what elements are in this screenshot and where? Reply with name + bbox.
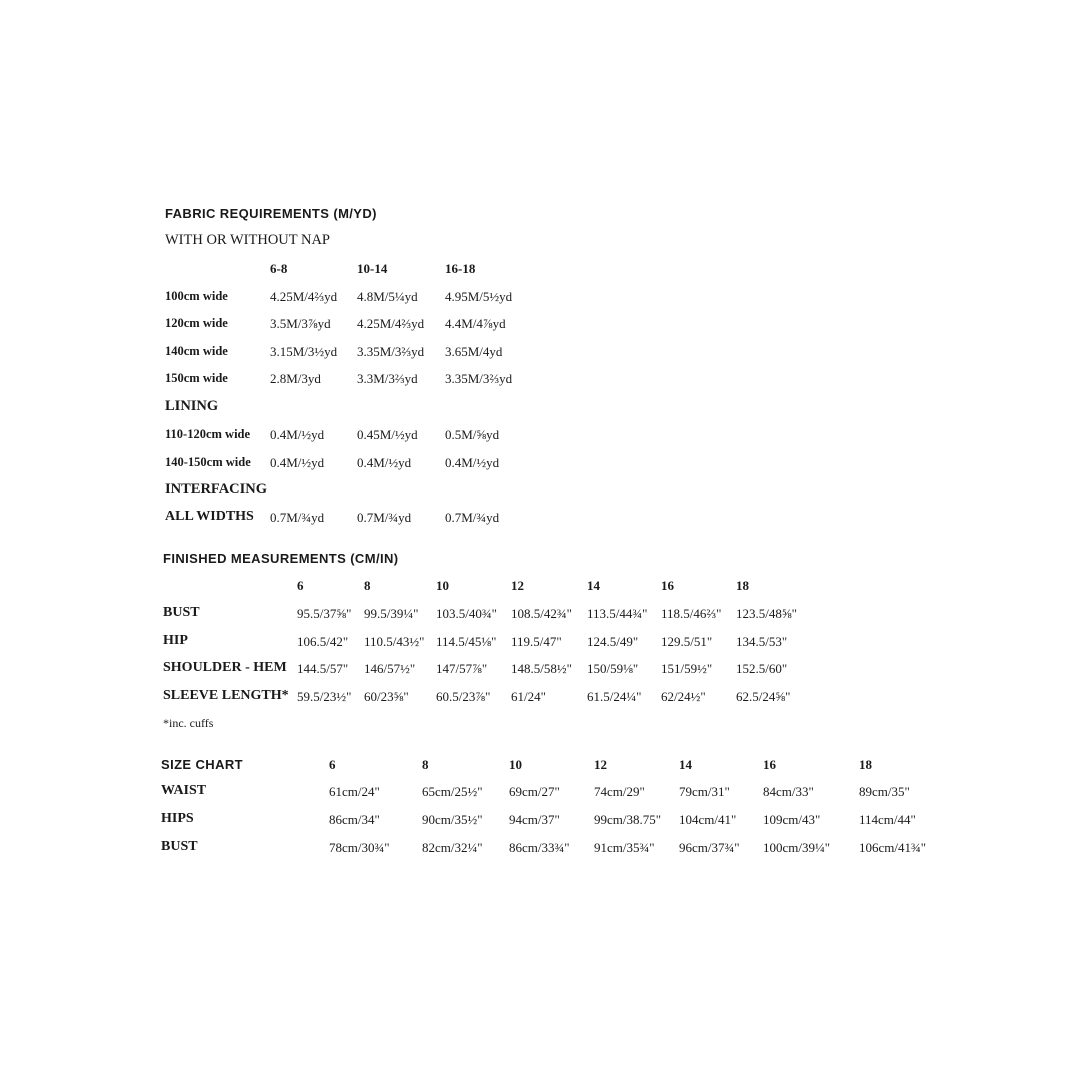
fabric-cell: 4.25M/4⅔yd bbox=[357, 316, 425, 331]
finished-cell: 108.5/42¾" bbox=[511, 606, 572, 621]
fabric-cell: 3.65M/4yd bbox=[445, 344, 503, 359]
size-cell: 114cm/44" bbox=[859, 812, 916, 827]
lining-cell: 0.45M/½yd bbox=[357, 427, 418, 442]
finished-column-header: 12 bbox=[511, 578, 524, 593]
finished-cell: 134.5/53" bbox=[736, 634, 788, 649]
fabric-column-header: 16-18 bbox=[445, 261, 476, 276]
finished-cell: 123.5/48⅝" bbox=[736, 606, 797, 621]
size-cell: 69cm/27" bbox=[509, 784, 560, 799]
lining-cell: 0.4M/½yd bbox=[270, 455, 325, 470]
finished-cell: 150/59⅛" bbox=[587, 661, 639, 676]
finished-cell: 110.5/43½" bbox=[364, 634, 425, 649]
fabric-row-label: 120cm wide bbox=[165, 316, 228, 330]
finished-row-label: HIP bbox=[163, 633, 188, 648]
fabric-cell: 3.3M/3⅔yd bbox=[357, 371, 418, 386]
lining-cell: 0.4M/½yd bbox=[445, 455, 500, 470]
size-cell: 94cm/37" bbox=[509, 812, 560, 827]
size-cell: 91cm/35¾" bbox=[594, 840, 655, 855]
finished-cell: 124.5/49" bbox=[587, 634, 639, 649]
size-cell: 109cm/43" bbox=[763, 812, 821, 827]
size-row-label: BUST bbox=[161, 839, 198, 854]
size-column-header: 18 bbox=[859, 757, 872, 772]
lining-heading: LINING bbox=[165, 398, 219, 414]
finished-cell: 113.5/44¾" bbox=[587, 606, 648, 621]
size-cell: 82cm/32¼" bbox=[422, 840, 483, 855]
lining-cell: 0.4M/½yd bbox=[270, 427, 325, 442]
size-cell: 100cm/39¼" bbox=[763, 840, 831, 855]
size-column-header: 12 bbox=[594, 757, 607, 772]
finished-column-header: 18 bbox=[736, 578, 749, 593]
finished-column-header: 14 bbox=[587, 578, 600, 593]
fabric-cell: 4.4M/4⅞yd bbox=[445, 316, 506, 331]
finished-column-header: 6 bbox=[297, 578, 304, 593]
size-cell: 86cm/33¾" bbox=[509, 840, 570, 855]
fabric-cell: 3.35M/3⅔yd bbox=[357, 344, 425, 359]
finished-row-label: SLEEVE LENGTH* bbox=[163, 688, 289, 703]
cuffs-note: *inc. cuffs bbox=[163, 716, 214, 730]
finished-cell: 61.5/24¼" bbox=[587, 689, 642, 704]
finished-row-label: BUST bbox=[163, 605, 200, 620]
finished-cell: 114.5/45⅛" bbox=[436, 634, 497, 649]
finished-column-header: 16 bbox=[661, 578, 674, 593]
finished-cell: 106.5/42" bbox=[297, 634, 349, 649]
interfacing-cell: 0.7M/¾yd bbox=[445, 510, 500, 525]
interfacing-cell: 0.7M/¾yd bbox=[357, 510, 412, 525]
size-cell: 106cm/41¾" bbox=[859, 840, 927, 855]
size-cell: 99cm/38.75" bbox=[594, 812, 662, 827]
lining-row-label: 140-150cm wide bbox=[165, 455, 251, 469]
size-cell: 79cm/31" bbox=[679, 784, 730, 799]
size-row-label: WAIST bbox=[161, 783, 207, 798]
fabric-row-label: 100cm wide bbox=[165, 289, 228, 303]
finished-cell: 60.5/23⅞" bbox=[436, 689, 491, 704]
finished-cell: 129.5/51" bbox=[661, 634, 713, 649]
size-cell: 104cm/41" bbox=[679, 812, 737, 827]
size-cell: 84cm/33" bbox=[763, 784, 814, 799]
finished-cell: 62.5/24⅝" bbox=[736, 689, 791, 704]
finished-column-header: 8 bbox=[364, 578, 371, 593]
finished-cell: 61/24" bbox=[511, 689, 546, 704]
lining-row-label: 110-120cm wide bbox=[165, 427, 251, 441]
size-row-label: HIPS bbox=[161, 811, 194, 826]
size-column-header: 16 bbox=[763, 757, 776, 772]
size-cell: 89cm/35" bbox=[859, 784, 910, 799]
fabric-requirements-heading: FABRIC REQUIREMENTS (M/YD) bbox=[165, 206, 377, 221]
finished-cell: 99.5/39¼" bbox=[364, 606, 419, 621]
finished-cell: 148.5/58½" bbox=[511, 661, 572, 676]
finished-cell: 95.5/37⅝" bbox=[297, 606, 352, 621]
finished-cell: 103.5/40¾" bbox=[436, 606, 497, 621]
fabric-column-header: 6-8 bbox=[270, 261, 288, 276]
finished-cell: 62/24½" bbox=[661, 689, 706, 704]
finished-measurements-heading: FINISHED MEASUREMENTS (CM/IN) bbox=[163, 551, 399, 566]
size-cell: 96cm/37¾" bbox=[679, 840, 740, 855]
finished-cell: 118.5/46⅔" bbox=[661, 606, 722, 621]
size-cell: 74cm/29" bbox=[594, 784, 645, 799]
fabric-row-label: 140cm wide bbox=[165, 344, 228, 358]
size-chart-heading: SIZE CHART bbox=[161, 757, 243, 772]
fabric-cell: 3.5M/3⅞yd bbox=[270, 316, 331, 331]
interfacing-heading: INTERFACING bbox=[165, 481, 268, 497]
size-cell: 65cm/25½" bbox=[422, 784, 483, 799]
size-column-header: 8 bbox=[422, 757, 429, 772]
finished-cell: 151/59½" bbox=[661, 661, 713, 676]
finished-cell: 152.5/60" bbox=[736, 661, 788, 676]
size-cell: 90cm/35½" bbox=[422, 812, 483, 827]
fabric-cell: 3.15M/3½yd bbox=[270, 344, 338, 359]
fabric-cell: 4.25M/4⅔yd bbox=[270, 289, 338, 304]
size-column-header: 14 bbox=[679, 757, 692, 772]
lining-cell: 0.4M/½yd bbox=[357, 455, 412, 470]
size-column-header: 10 bbox=[509, 757, 522, 772]
finished-cell: 60/23⅝" bbox=[364, 689, 409, 704]
finished-cell: 146/57½" bbox=[364, 661, 416, 676]
interfacing-cell: 0.7M/¾yd bbox=[270, 510, 325, 525]
fabric-cell: 2.8M/3yd bbox=[270, 371, 321, 386]
size-column-header: 6 bbox=[329, 757, 336, 772]
finished-cell: 59.5/23½" bbox=[297, 689, 352, 704]
finished-column-header: 10 bbox=[436, 578, 449, 593]
finished-cell: 144.5/57" bbox=[297, 661, 349, 676]
fabric-cell: 3.35M/3⅔yd bbox=[445, 371, 513, 386]
finished-cell: 119.5/47" bbox=[511, 634, 562, 649]
nap-subheading: WITH OR WITHOUT NAP bbox=[165, 232, 330, 248]
size-cell: 61cm/24" bbox=[329, 784, 380, 799]
finished-row-label: SHOULDER - HEM bbox=[163, 660, 287, 675]
fabric-cell: 4.8M/5¼yd bbox=[357, 289, 418, 304]
size-cell: 86cm/34" bbox=[329, 812, 380, 827]
fabric-cell: 4.95M/5½yd bbox=[445, 289, 513, 304]
interfacing-row-label: ALL WIDTHS bbox=[165, 509, 254, 524]
fabric-row-label: 150cm wide bbox=[165, 371, 228, 385]
lining-cell: 0.5M/⅝yd bbox=[445, 427, 500, 442]
fabric-column-header: 10-14 bbox=[357, 261, 388, 276]
size-cell: 78cm/30¾" bbox=[329, 840, 390, 855]
finished-cell: 147/57⅞" bbox=[436, 661, 488, 676]
